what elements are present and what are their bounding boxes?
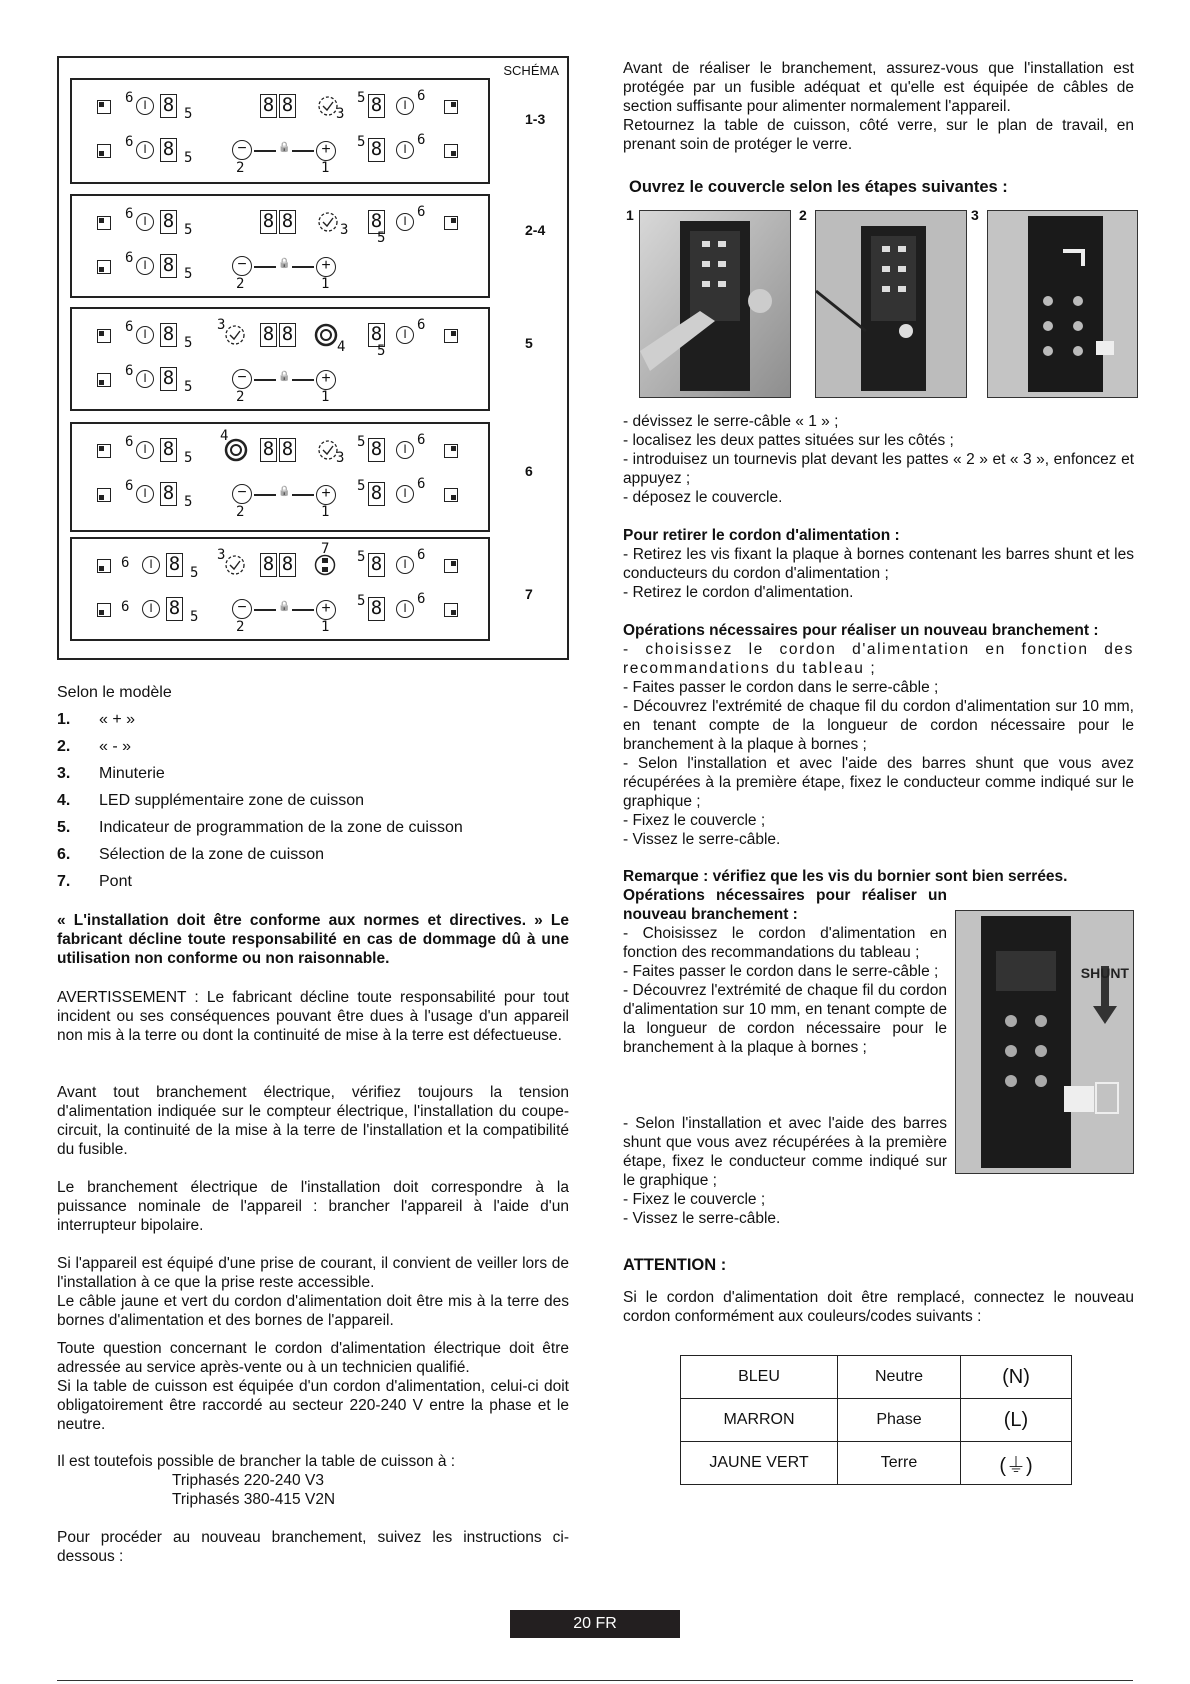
extra-zone-led-icon xyxy=(224,438,248,462)
retirer-item: - Retirez le cordon d'alimentation. xyxy=(623,584,854,601)
zone-select-icon xyxy=(97,603,111,617)
shunt-photo xyxy=(955,910,1134,1174)
plus-icon: + xyxy=(316,485,336,505)
plus-icon: + xyxy=(316,370,336,390)
ops-item: - Faites passer le cordon dans le serre-câble ; xyxy=(623,679,939,696)
slider-line xyxy=(254,494,276,496)
ops-section xyxy=(623,621,1134,849)
prise-courant xyxy=(57,1254,569,1330)
ops-heading: Opérations nécessaires pour réaliser un nouveau branchement : xyxy=(623,622,1099,639)
index-number: 5 xyxy=(184,494,193,510)
index-number: 3 xyxy=(217,317,226,333)
zone-select-icon xyxy=(444,100,458,114)
minus-icon: − xyxy=(232,256,252,276)
minus-icon: − xyxy=(232,484,252,504)
index-number: 6 xyxy=(125,434,134,450)
intro-text-2: Retournez la table de cuisson, côté verre, sur le plan de travail, en prenant soin de protéger le verre. xyxy=(623,117,1134,153)
photo-step-1 xyxy=(639,210,791,398)
legend-item xyxy=(57,738,131,756)
index-number: 6 xyxy=(417,88,426,104)
retirer-heading: Pour retirer le cordon d'alimentation : xyxy=(623,527,900,544)
power-icon: I xyxy=(396,556,414,574)
zone-position-dot xyxy=(451,610,456,615)
zone-position-dot xyxy=(99,267,104,272)
shunt-label: SHUNT xyxy=(1080,965,1129,981)
zone-position-dot xyxy=(451,495,456,500)
plus-icon: + xyxy=(316,257,336,277)
power-icon: I xyxy=(136,370,154,388)
index-number: 5 xyxy=(184,335,193,351)
retirer-item: - Retirez les vis fixant la plaque à bornes contenant les barres shunt et les conducteurs du cordon d'alimentation ; xyxy=(623,546,1134,582)
index-number: 1 xyxy=(321,276,330,292)
prise-text-2: Le câble jaune et vert du cordon d'alimentation doit être mis à la terre des bornes d'alimentation et des bornes de l'appareil. xyxy=(57,1293,569,1329)
index-number: 6 xyxy=(121,599,130,615)
control-panel-diagram xyxy=(70,307,490,411)
lock-icon: 🔒 xyxy=(278,486,291,497)
index-number: 3 xyxy=(336,106,345,122)
question-text-1: Toute question concernant le cordon d'alimentation électrique doit être adressée au service après-vente ou à un technicien qualifié. xyxy=(57,1340,569,1376)
triphase-1: Triphasés 220-240 V3 xyxy=(172,1472,324,1489)
schema-title: SCHÉMA xyxy=(503,63,559,78)
ops2-item: - Faites passer le cordon dans le serre-câble ; xyxy=(623,963,939,980)
power-icon: I xyxy=(396,600,414,618)
seven-segment-display: 8 xyxy=(368,210,385,234)
ops-item: - Selon l'installation et avec l'aide des barres shunt que vous avez récupérées à la première étape, fixez le conducteur comme indiqué sur le graphique ; xyxy=(623,755,1134,810)
ops2-heading: Opérations nécessaires pour réaliser un nouveau branchement : xyxy=(623,887,947,923)
index-number: 6 xyxy=(417,591,426,607)
control-panel-diagram xyxy=(70,537,490,641)
table-cell-color: MARRON xyxy=(681,1399,838,1442)
photo-step-2 xyxy=(815,210,967,398)
seven-segment-display: 8 xyxy=(368,138,385,162)
slider-line xyxy=(292,150,314,152)
zone-select-icon xyxy=(97,216,111,230)
zone-select-icon xyxy=(444,329,458,343)
ops2-item: - Découvrez l'extrémité de chaque fil du cordon d'alimentation sur 10 mm, en tenant compte de la longueur de cordon nécessaire pour le branchement à la plaque à bornes ; xyxy=(623,982,947,1056)
zone-select-icon xyxy=(444,488,458,502)
zone-position-dot xyxy=(99,566,104,571)
step-item: - déposez le couvercle. xyxy=(623,489,783,506)
ops-item: - Vissez le serre-câble. xyxy=(623,831,781,848)
color-code-table xyxy=(680,1355,1072,1485)
table-cell-role: Phase xyxy=(838,1399,961,1442)
index-number: 5 xyxy=(184,450,193,466)
index-number: 6 xyxy=(125,250,134,266)
zone-select-icon xyxy=(97,144,111,158)
legend-text: Pont xyxy=(99,873,132,890)
question-text-2: Si la table de cuisson est équipée d'un cordon d'alimentation, celui-ci doit obligatoirement être raccordé au secteur 220-240 V entre la phase et le neutre. xyxy=(57,1378,569,1433)
seven-segment-display: 8 xyxy=(368,323,385,347)
avant-branchement: Avant tout branchement électrique, vérifiez toujours la tension d'alimentation indiquée sur le compteur électrique, l'installation du coupe-circuit, la continuité de la mise à la terre de l'installation et la compatibilité du fusible. xyxy=(57,1084,569,1158)
right-intro xyxy=(623,59,1134,154)
legend-item xyxy=(57,819,463,837)
step-item: - introduisez un tournevis plat devant les pattes « 2 » et « 3 », enfoncez et appuyez ; xyxy=(623,451,1134,487)
index-number: 6 xyxy=(417,547,426,563)
slider-line xyxy=(292,494,314,496)
question-cordon xyxy=(57,1339,569,1434)
index-number: 5 xyxy=(190,565,199,581)
slider-line xyxy=(292,266,314,268)
zone-position-dot xyxy=(99,610,104,615)
bottom-rule xyxy=(57,1680,1133,1681)
seven-segment-display: 8 xyxy=(279,94,296,118)
ops2-item: - Vissez le serre-câble. xyxy=(623,1210,781,1227)
index-number: 1 xyxy=(321,389,330,405)
power-icon: I xyxy=(142,556,160,574)
legend-text: Minuterie xyxy=(99,765,165,782)
panel-schema-label: 6 xyxy=(525,463,533,479)
seven-segment-display: 8 xyxy=(160,254,177,278)
index-number: 6 xyxy=(417,132,426,148)
power-icon: I xyxy=(136,97,154,115)
remarque: Remarque : vérifiez que les vis du bornier sont bien serrées. xyxy=(623,868,1068,885)
seven-segment-display: 8 xyxy=(368,553,385,577)
panel-schema-label: 5 xyxy=(525,335,533,351)
table-cell-color: JAUNE VERT xyxy=(681,1442,838,1485)
index-number: 2 xyxy=(236,389,245,405)
slider-line xyxy=(292,379,314,381)
index-number: 6 xyxy=(125,134,134,150)
attention-heading: ATTENTION : xyxy=(623,1256,727,1274)
index-number: 4 xyxy=(337,339,346,355)
seven-segment-display: 8 xyxy=(166,597,183,621)
power-icon: I xyxy=(136,141,154,159)
index-number: 2 xyxy=(236,619,245,635)
seven-segment-display: 8 xyxy=(160,323,177,347)
schema-figure xyxy=(57,56,569,660)
timer-icon xyxy=(224,554,246,576)
slider-line xyxy=(254,266,276,268)
legend-text: LED supplémentaire zone de cuisson xyxy=(99,792,365,809)
control-panel-diagram xyxy=(70,194,490,298)
zone-select-icon xyxy=(444,444,458,458)
terminal-block-photo-1 xyxy=(640,211,790,397)
index-number: 2 xyxy=(236,504,245,520)
lock-icon: 🔒 xyxy=(278,371,291,382)
extra-zone-led-icon xyxy=(314,323,338,347)
legend-text: Indicateur de programmation de la zone de cuisson xyxy=(99,819,463,836)
seven-segment-display: 8 xyxy=(260,94,277,118)
index-number: 3 xyxy=(340,222,349,238)
step-item: - dévissez le serre-câble « 1 » ; xyxy=(623,413,839,430)
table-cell-code: (N) xyxy=(961,1356,1072,1399)
zone-position-dot xyxy=(99,495,104,500)
ops2-item: - Choisissez le cordon d'alimentation en fonction des recommandations du tableau ; xyxy=(623,925,947,961)
index-number: 5 xyxy=(184,222,193,238)
terminal-block-photo-3 xyxy=(988,211,1137,397)
zone-select-icon xyxy=(444,216,458,230)
seven-segment-display: 8 xyxy=(260,210,277,234)
legend-number: 4. xyxy=(57,792,71,809)
power-icon: I xyxy=(136,213,154,231)
power-icon: I xyxy=(396,441,414,459)
ops-item: - Fixez le couvercle ; xyxy=(623,812,766,829)
seven-segment-display: 8 xyxy=(160,138,177,162)
index-number: 5 xyxy=(357,478,366,494)
zone-position-dot xyxy=(99,331,104,336)
triphase-2: Triphasés 380-415 V2N xyxy=(172,1491,336,1508)
zone-position-dot xyxy=(451,331,456,336)
photo-step-3 xyxy=(987,210,1138,398)
ops2-section xyxy=(623,886,947,1057)
legend-item xyxy=(57,765,165,783)
index-number: 1 xyxy=(321,619,330,635)
index-number: 6 xyxy=(417,317,426,333)
index-number: 6 xyxy=(417,432,426,448)
legend-text: Sélection de la zone de cuisson xyxy=(99,846,325,863)
power-icon: I xyxy=(396,326,414,344)
zone-position-dot xyxy=(451,151,456,156)
index-number: 1 xyxy=(321,160,330,176)
zone-position-dot xyxy=(451,446,456,451)
seven-segment-display: 8 xyxy=(166,553,183,577)
prise-text-1: Si l'appareil est équipé d'une prise de courant, il convient de veiller lors de l'installation à ce que la prise reste accessible. xyxy=(57,1255,569,1291)
index-number: 5 xyxy=(357,90,366,106)
control-panel-diagram xyxy=(70,78,490,184)
table-row xyxy=(681,1442,1072,1485)
minus-icon: − xyxy=(232,140,252,160)
slider-line xyxy=(292,609,314,611)
index-number: 6 xyxy=(125,206,134,222)
panel-schema-label: 1-3 xyxy=(525,111,546,127)
bridge-icon xyxy=(314,554,336,576)
legend-item xyxy=(57,792,364,810)
lock-icon: 🔒 xyxy=(278,142,291,153)
intro-text-1: Avant de réaliser le branchement, assurez-vous que l'installation est protégée par un fusible adéquat et qu'elle est équipée de câbles de section suffisante pour alimenter normalement l'appareil. xyxy=(623,60,1134,115)
seven-segment-display: 8 xyxy=(260,438,277,462)
terminal-block-photo-2 xyxy=(816,211,966,397)
attention-text: Si le cordon d'alimentation doit être remplacé, connectez le nouveau cordon conformément aux couleurs/codes suivants : xyxy=(623,1289,1134,1325)
index-number: 5 xyxy=(357,593,366,609)
zone-position-dot xyxy=(99,380,104,385)
warning-bold: « L'installation doit être conforme aux normes et directives. » Le fabricant décline toute responsabilité en cas de dommage dû à une utilisation non conforme ou non raisonnable. xyxy=(57,912,569,967)
index-number: 6 xyxy=(417,204,426,220)
zone-position-dot xyxy=(451,561,456,566)
table-cell-role: Terre xyxy=(838,1442,961,1485)
seven-segment-display: 8 xyxy=(279,553,296,577)
index-number: 3 xyxy=(217,547,226,563)
ops-item: - Découvrez l'extrémité de chaque fil du cordon d'alimentation sur 10 mm, en tenant compte de la longueur de cordon nécessaire pour le branchement à la plaque à bornes ; xyxy=(623,698,1134,753)
seven-segment-display: 8 xyxy=(279,210,296,234)
zone-select-icon xyxy=(97,444,111,458)
panel-schema-label: 7 xyxy=(525,586,533,602)
index-number: 2 xyxy=(236,276,245,292)
panel-schema-label: 2-4 xyxy=(525,222,546,238)
legend-number: 2. xyxy=(57,738,71,755)
index-number: 2 xyxy=(236,160,245,176)
seven-segment-display: 8 xyxy=(368,94,385,118)
seven-segment-display: 8 xyxy=(160,438,177,462)
power-icon: I xyxy=(136,441,154,459)
power-icon: I xyxy=(136,485,154,503)
table-cell-role: Neutre xyxy=(838,1356,961,1399)
zone-position-dot xyxy=(99,151,104,156)
index-number: 5 xyxy=(377,230,386,246)
retirer-section xyxy=(623,526,1134,602)
index-number: 7 xyxy=(321,541,330,557)
zone-select-icon xyxy=(97,100,111,114)
timer-icon xyxy=(317,211,339,233)
zone-select-icon xyxy=(97,373,111,387)
table-cell-code: (⏚) xyxy=(961,1442,1072,1485)
ops-item: - choisissez le cordon d'alimentation en fonction des recommandations du tableau ; xyxy=(623,641,1134,677)
step-item: - localisez les deux pattes situées sur les côtés ; xyxy=(623,432,954,449)
power-icon: I xyxy=(136,257,154,275)
seven-segment-display: 8 xyxy=(160,94,177,118)
seven-segment-display: 8 xyxy=(260,323,277,347)
seven-segment-display: 8 xyxy=(368,482,385,506)
plus-icon: + xyxy=(316,600,336,620)
slider-line xyxy=(254,150,276,152)
photo-label-2: 2 xyxy=(799,207,807,223)
legend-item xyxy=(57,711,135,729)
slider-line xyxy=(254,379,276,381)
control-panel-diagram xyxy=(70,422,490,532)
seven-segment-display: 8 xyxy=(160,482,177,506)
power-icon: I xyxy=(396,485,414,503)
index-number: 6 xyxy=(125,319,134,335)
index-number: 6 xyxy=(417,476,426,492)
zone-position-dot xyxy=(451,102,456,107)
zone-position-dot xyxy=(99,102,104,107)
legend-number: 5. xyxy=(57,819,71,836)
seven-segment-display: 8 xyxy=(368,438,385,462)
seven-segment-display: 8 xyxy=(279,438,296,462)
branchement-electrique: Le branchement électrique de l'installation doit correspondre à la puissance nominale de l'appareil : brancher l'appareil à l'aide d'un interrupteur bipolaire. xyxy=(57,1179,569,1234)
plus-icon: + xyxy=(316,141,336,161)
power-icon: I xyxy=(136,326,154,344)
steps-heading: Ouvrez le couvercle selon les étapes suivantes : xyxy=(629,178,1008,196)
lock-icon: 🔒 xyxy=(278,601,291,612)
index-number: 6 xyxy=(125,478,134,494)
zone-select-icon xyxy=(444,559,458,573)
power-icon: I xyxy=(142,600,160,618)
legend-text: « + » xyxy=(99,711,136,728)
zone-select-icon xyxy=(97,329,111,343)
seven-segment-display: 8 xyxy=(279,323,296,347)
seven-segment-display: 8 xyxy=(260,553,277,577)
index-number: 5 xyxy=(184,150,193,166)
zone-select-icon xyxy=(97,559,111,573)
index-number: 5 xyxy=(377,343,386,359)
power-icon: I xyxy=(396,141,414,159)
steps-list xyxy=(623,412,1134,507)
procedure-text: Pour procéder au nouveau branchement, suivez les instructions ci-dessous : xyxy=(57,1529,569,1565)
index-number: 6 xyxy=(121,555,130,571)
lock-icon: 🔒 xyxy=(278,258,291,269)
power-icon: I xyxy=(396,97,414,115)
legend-text: « - » xyxy=(99,738,132,755)
zone-select-icon xyxy=(444,603,458,617)
power-icon: I xyxy=(396,213,414,231)
zone-position-dot xyxy=(99,218,104,223)
zone-position-dot xyxy=(99,446,104,451)
table-row xyxy=(681,1399,1072,1442)
index-number: 6 xyxy=(125,363,134,379)
index-number: 5 xyxy=(184,379,193,395)
minus-icon: − xyxy=(232,599,252,619)
index-number: 5 xyxy=(184,106,193,122)
index-number: 5 xyxy=(357,134,366,150)
legend-number: 7. xyxy=(57,873,71,890)
legend-number: 1. xyxy=(57,711,71,728)
index-number: 5 xyxy=(184,266,193,282)
photo-label-1: 1 xyxy=(626,207,634,223)
minus-icon: − xyxy=(232,369,252,389)
photo-label-3: 3 xyxy=(971,207,979,223)
zone-select-icon xyxy=(444,144,458,158)
table-row xyxy=(681,1356,1072,1399)
legend-number: 3. xyxy=(57,765,71,782)
zone-select-icon xyxy=(97,260,111,274)
index-number: 1 xyxy=(321,504,330,520)
ops2b-section xyxy=(623,1114,947,1228)
index-number: 5 xyxy=(190,609,199,625)
legend-item xyxy=(57,846,324,864)
table-cell-code: (L) xyxy=(961,1399,1072,1442)
index-number: 5 xyxy=(357,434,366,450)
seven-segment-display: 8 xyxy=(160,367,177,391)
seven-segment-display: 8 xyxy=(160,210,177,234)
table-cell-color: BLEU xyxy=(681,1356,838,1399)
legend-item xyxy=(57,873,132,891)
avertissement: AVERTISSEMENT : Le fabricant décline toute responsabilité pour tout incident ou ses conséquences pouvant être dues à l'usage d'un appareil non mis à la terre ou dont la continuité de mise à la terre est défectueuse. xyxy=(57,989,569,1044)
legend-number: 6. xyxy=(57,846,71,863)
index-number: 5 xyxy=(357,549,366,565)
zone-select-icon xyxy=(97,488,111,502)
ops2-item: - Selon l'installation et avec l'aide des barres shunt que vous avez récupérées à la première étape, fixez le conducteur comme indiqué sur le graphique ; xyxy=(623,1115,947,1189)
timer-icon xyxy=(224,324,246,346)
index-number: 3 xyxy=(336,450,345,466)
slider-line xyxy=(254,609,276,611)
shunt-terminal-photo xyxy=(956,911,1133,1173)
page-number: 20 FR xyxy=(510,1610,680,1638)
triphase-intro: Il est toutefois possible de brancher la table de cuisson à : xyxy=(57,1453,456,1470)
seven-segment-display: 8 xyxy=(368,597,385,621)
zone-position-dot xyxy=(451,218,456,223)
legend-intro: Selon le modèle xyxy=(57,684,172,701)
index-number: 6 xyxy=(125,90,134,106)
ops2-item: - Fixez le couvercle ; xyxy=(623,1191,766,1208)
index-number: 4 xyxy=(220,428,229,444)
